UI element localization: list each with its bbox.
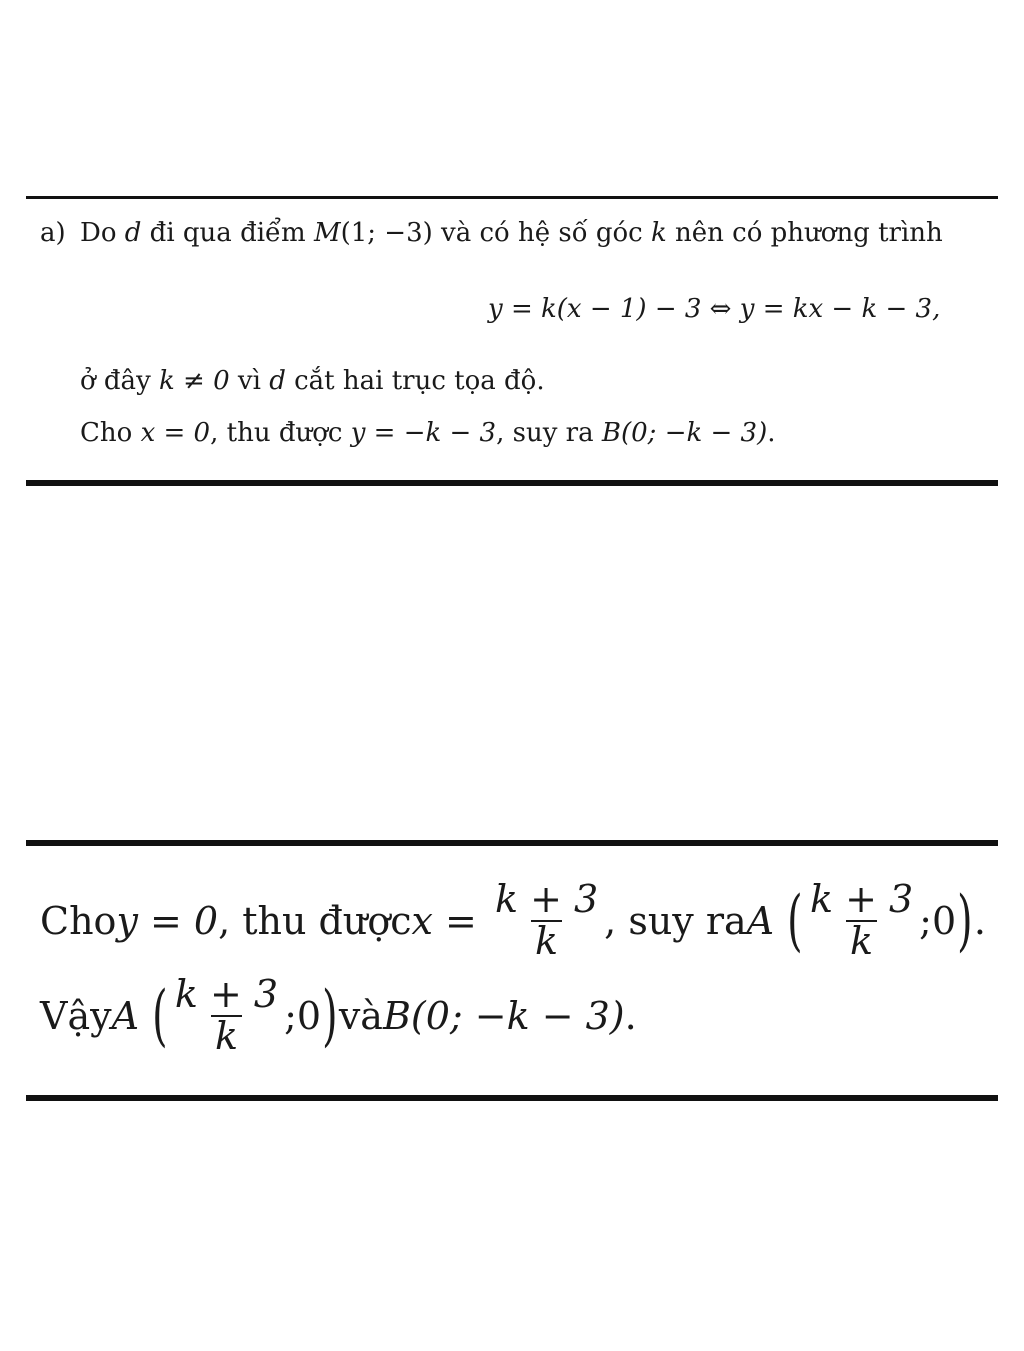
fraction-numerator: k + 3 bbox=[809, 877, 914, 921]
text: , suy ra bbox=[604, 898, 747, 943]
text: và bbox=[338, 993, 383, 1038]
fraction-denominator: k bbox=[846, 920, 877, 962]
panel1-line2 bbox=[80, 366, 545, 396]
text: nên có phương trình bbox=[666, 218, 943, 248]
text: , thu được bbox=[210, 418, 351, 448]
text: , suy ra bbox=[496, 418, 602, 448]
text: Vậy bbox=[40, 993, 112, 1038]
math-x0: x = 0 bbox=[140, 418, 211, 448]
panel2-line1 bbox=[40, 877, 986, 963]
equation-rhs: y = kx − k − 3, bbox=[739, 294, 941, 324]
text: Do bbox=[80, 218, 125, 248]
coordinate-tail: ;0 bbox=[284, 993, 322, 1038]
part-label: a) bbox=[40, 218, 66, 248]
math-y-value: y = −k − 3 bbox=[350, 418, 497, 448]
period: . bbox=[973, 898, 986, 943]
text: Cho bbox=[80, 418, 141, 448]
fraction-denominator: k bbox=[531, 920, 562, 962]
panel2-bottom-rule bbox=[26, 1095, 998, 1101]
equation-lhs: y = k(x − 1) − 3 bbox=[488, 294, 702, 324]
text: cắt hai trục tọa độ. bbox=[285, 366, 545, 396]
fraction bbox=[806, 877, 917, 963]
math-d: d bbox=[269, 366, 286, 396]
text: và có hệ số góc bbox=[432, 218, 651, 248]
math-k: k bbox=[651, 218, 667, 248]
text: Cho bbox=[40, 898, 117, 943]
math-y0: y = 0 bbox=[116, 898, 219, 943]
text: , thu được bbox=[218, 898, 412, 943]
left-paren: ( bbox=[152, 977, 168, 1055]
panel2-line2 bbox=[40, 972, 637, 1058]
fraction-denominator: k bbox=[211, 1015, 242, 1057]
fraction-numerator: k + 3 bbox=[494, 877, 599, 921]
text: . bbox=[767, 418, 776, 448]
math-point-B: B(0; −k − 3) bbox=[601, 418, 768, 448]
right-paren: ) bbox=[957, 882, 973, 960]
panel1-line1 bbox=[80, 218, 943, 248]
math-M: M bbox=[313, 218, 341, 248]
panel1-bottom-rule bbox=[26, 480, 998, 486]
fraction bbox=[171, 972, 282, 1058]
left-paren: ( bbox=[787, 882, 803, 960]
panel1-line3 bbox=[80, 418, 776, 448]
panel2-top-rule bbox=[26, 840, 998, 846]
text: vì bbox=[229, 366, 270, 396]
fraction-numerator: k + 3 bbox=[174, 972, 279, 1016]
math-point-B: B(0; −k − 3) bbox=[382, 993, 625, 1038]
math-d: d bbox=[124, 218, 142, 248]
math-A: A bbox=[111, 993, 140, 1038]
fraction bbox=[491, 877, 602, 963]
text: đi qua điểm bbox=[141, 218, 314, 248]
math-A: A bbox=[746, 898, 775, 943]
panel1-top-rule bbox=[26, 196, 998, 199]
math-point: (1; −3) bbox=[340, 218, 433, 248]
right-paren: ) bbox=[322, 977, 338, 1055]
text: ở đây bbox=[80, 366, 160, 396]
line-equation bbox=[488, 294, 940, 324]
math-condition: k ≠ 0 bbox=[159, 366, 230, 396]
coordinate-tail: ;0 bbox=[919, 898, 957, 943]
period: . bbox=[624, 993, 637, 1038]
math-x-eq: x = bbox=[411, 898, 477, 943]
equivalence-arrow: ⇔ bbox=[701, 294, 740, 324]
